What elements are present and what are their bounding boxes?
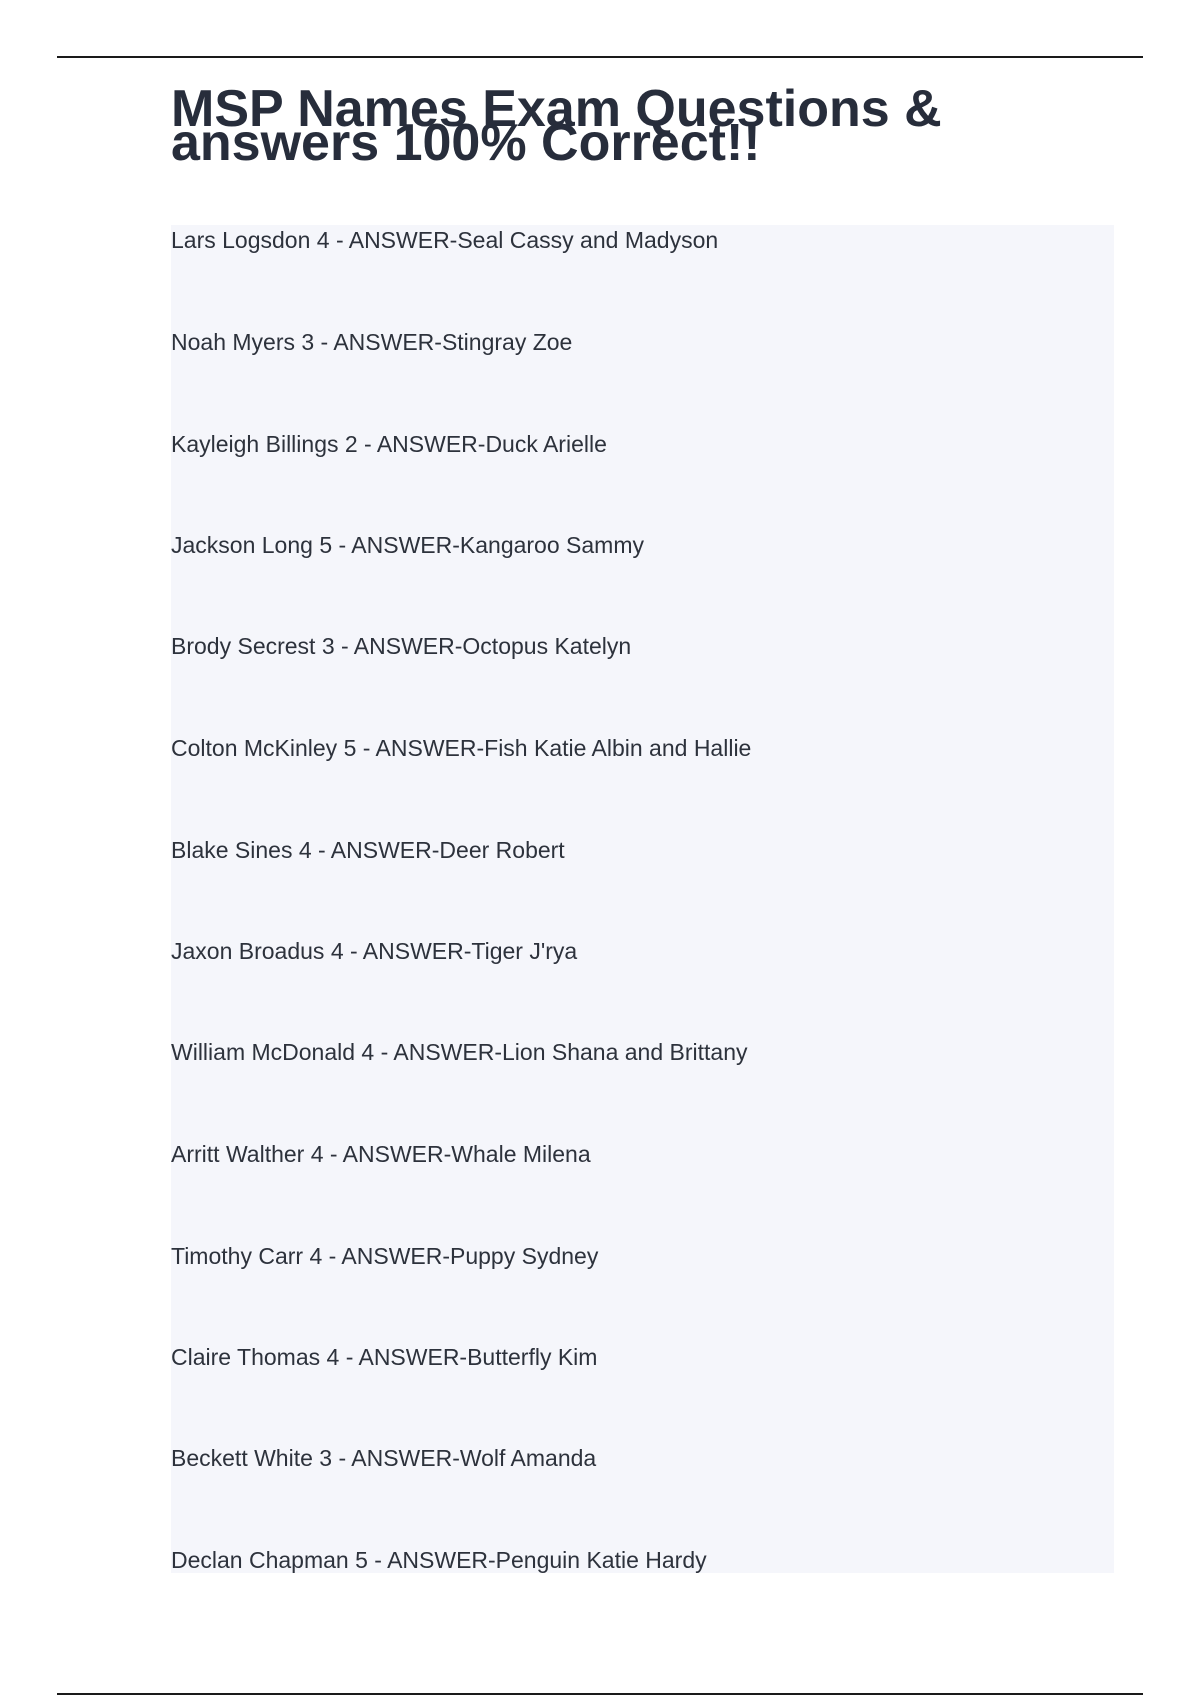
qa-item: Jackson Long 5 - ANSWER-Kangaroo Sammy	[171, 532, 644, 558]
qa-item: Noah Myers 3 - ANSWER-Stingray Zoe	[171, 329, 573, 355]
qa-item: Timothy Carr 4 - ANSWER-Puppy Sydney	[171, 1243, 599, 1269]
qa-item: Jaxon Broadus 4 - ANSWER-Tiger J'rya	[171, 938, 578, 964]
qa-item: Claire Thomas 4 - ANSWER-Butterfly Kim	[171, 1344, 598, 1370]
qa-item: Blake Sines 4 - ANSWER-Deer Robert	[171, 837, 565, 863]
qa-item: Declan Chapman 5 - ANSWER-Penguin Katie Hardy	[171, 1547, 707, 1573]
bottom-divider	[57, 1693, 1143, 1695]
qa-item: Kayleigh Billings 2 - ANSWER-Duck Arielle	[171, 431, 607, 457]
document-title: MSP Names Exam Questions & answers 100% Correct!!	[171, 80, 942, 172]
qa-item: Arritt Walther 4 - ANSWER-Whale Milena	[171, 1141, 591, 1167]
qa-item: Lars Logsdon 4 - ANSWER-Seal Cassy and Madyson	[171, 227, 719, 253]
qa-item: Colton McKinley 5 - ANSWER-Fish Katie Albin and Hallie	[171, 735, 752, 761]
qa-item: Beckett White 3 - ANSWER-Wolf Amanda	[171, 1445, 597, 1471]
top-divider	[57, 56, 1143, 58]
qa-item: William McDonald 4 - ANSWER-Lion Shana and Brittany	[171, 1039, 748, 1065]
qa-item: Brody Secrest 3 - ANSWER-Octopus Katelyn	[171, 633, 632, 659]
